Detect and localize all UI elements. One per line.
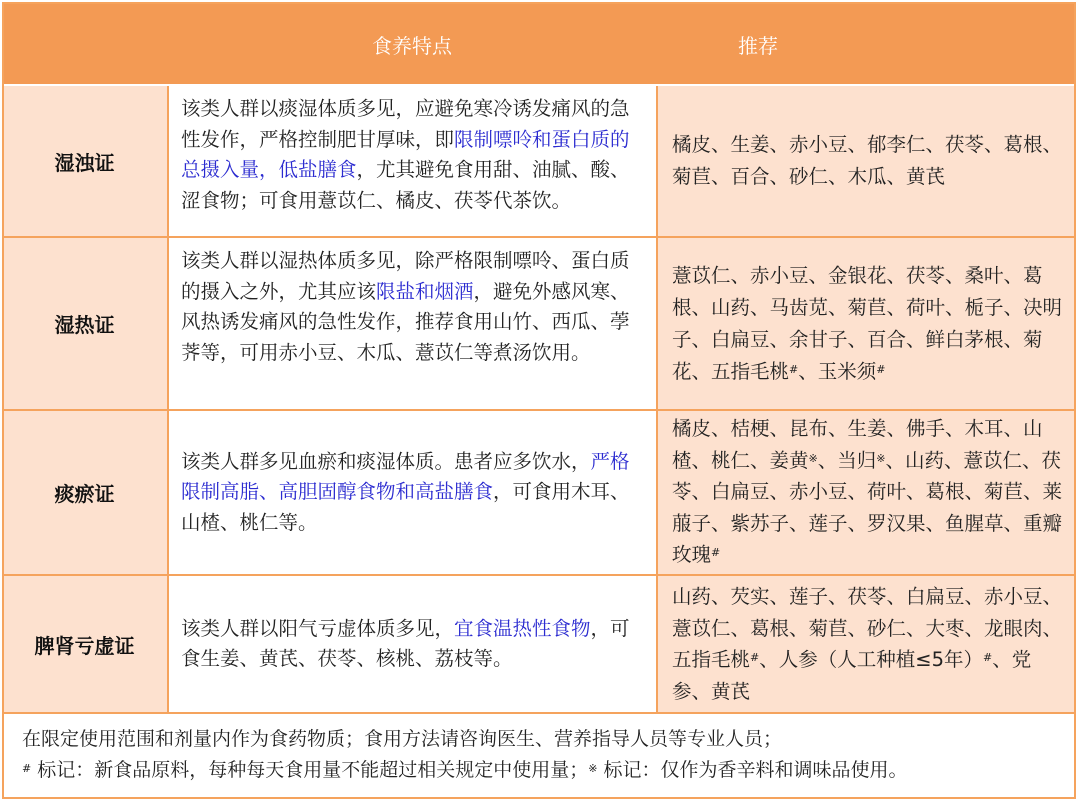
recommend-text: 橘皮、生姜、赤小豆、郁李仁、茯苓、葛根、菊苣、百合、砂仁、木瓜、黄芪 <box>672 133 1063 188</box>
syndrome-name: 湿热证 <box>54 313 115 337</box>
syndrome-name: 脾肾亏虚证 <box>34 633 135 658</box>
feature-text: 该类人群以痰湿体质多见，应避免寒冷诱发痛风的急性发作，严格控制肥甘厚味，即限制嘌呤和蛋白质的总摄入量，低盐膳食，尤其避免食用甜、油腻、酸、涩食物；可食用薏苡仁、橘皮、茯苓代茶饮。 <box>167 86 658 236</box>
header-features: 食养特点 <box>372 34 452 58</box>
syndrome-name: 湿浊证 <box>54 150 115 175</box>
footnote-line-2: # 标记：新食品原料，每种每天食用量不能超过相关规定中使用量；※ 标记：仅作为香辛料和调味品使用。 <box>22 759 908 781</box>
table-row <box>4 411 1074 574</box>
table-row <box>4 238 1074 409</box>
highlight-text: 限制嘌呤和蛋白质的总摄入量，低盐膳食 <box>181 127 630 181</box>
highlight-text: 严格限制高脂、高胆固醇食物和高盐膳食 <box>181 449 630 504</box>
footnote-line-1: 在限定使用范围和剂量内作为食药物质；食用方法请咨询医生、营养指导人员等专业人员； <box>22 728 783 750</box>
table-row <box>4 86 1074 236</box>
recommend-text: 薏苡仁、赤小豆、金银花、茯苓、桑叶、葛根、山药、马齿苋、菊苣、荷叶、栀子、决明子、白扁豆、余甘子、百合、鲜白茅根、菊花、五指毛桃#、玉米须# <box>672 263 1063 383</box>
highlight-text: 限盐和烟酒 <box>376 279 474 303</box>
table-footnote <box>4 714 1074 797</box>
recommend-text: 橘皮、桔梗、昆布、生姜、佛手、木耳、山楂、桃仁、姜黄※、当归※、山药、薏苡仁、茯苓、白扁豆、赤小豆、荷叶、葛根、菊苣、莱菔子、紫苏子、莲子、罗汉果、鱼腥草、重瓣玫瑰# <box>672 417 1063 566</box>
table-row <box>4 576 1074 712</box>
table-header <box>4 4 1074 84</box>
feature-text: 该类人群以湿热体质多见，除严格限制嘌呤、蛋白质的摄入之外，尤其应该限盐和烟酒，避免外感风寒、风热诱发痛风的急性发作，推荐食用山竹、西瓜、荸荠等，可用赤小豆、木瓜、薏苡仁等煮汤饮用。 <box>167 238 658 409</box>
highlight-text: 宜食温热性食物 <box>454 616 591 640</box>
food-nutrition-table <box>2 2 1076 799</box>
header-recommend: 推荐 <box>738 34 778 58</box>
recommend-text: 山药、芡实、莲子、茯苓、白扁豆、赤小豆、薏苡仁、葛根、菊苣、砂仁、大枣、龙眼肉、五指毛桃#、人参（人工种植≤5年）#、党参、黄芪 <box>672 585 1063 703</box>
syndrome-name: 痰瘀证 <box>54 482 115 506</box>
feature-text: 该类人群多见血瘀和痰湿体质。患者应多饮水，严格限制高脂、高胆固醇食物和高盐膳食，可食用木耳、山楂、桃仁等。 <box>167 411 658 574</box>
feature-text: 该类人群以阳气亏虚体质多见，宜食温热性食物，可食生姜、黄芪、茯苓、核桃、荔枝等。 <box>167 576 658 712</box>
